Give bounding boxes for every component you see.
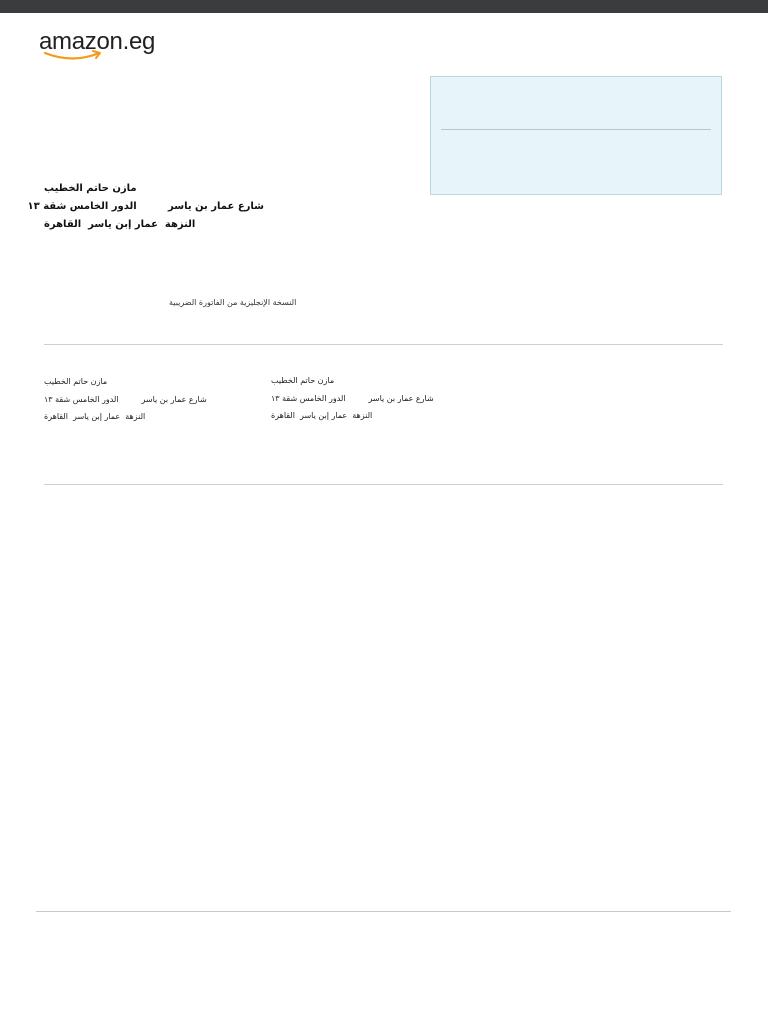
address-city: النزهة عمار إبن ياسر القاهرة: [44, 412, 146, 421]
logo-text: amazon.eg: [39, 28, 156, 55]
address-city: النزهة عمار إبن ياسر القاهرة: [44, 219, 196, 230]
address-street: شارع عمار بن ياسر الدور الخامس شقة ١٣: [44, 394, 207, 404]
info-box-divider: [441, 129, 711, 130]
english-version-note: النسخة الإنجليزية من الفاتورة الضريبية: [169, 298, 297, 307]
divider: [44, 344, 723, 345]
smile-icon: [43, 50, 103, 62]
address-street: شارع عمار بن ياسر الدور الخامس شقة ١٣: [271, 393, 434, 403]
shipping-address: [44, 373, 224, 426]
seller-address: [271, 372, 451, 425]
address-city: النزهة عمار إبن ياسر القاهرة: [271, 411, 373, 420]
footer-divider: [36, 911, 731, 912]
top-bar: [0, 0, 768, 13]
address-name: مازن حاتم الخطيب: [271, 376, 335, 385]
address-name: مازن حاتم الخطيب: [44, 377, 108, 386]
amazon-logo[interactable]: [39, 28, 179, 64]
billing-address: [27, 180, 264, 234]
address-name: مازن حاتم الخطيب: [44, 183, 137, 194]
divider: [44, 484, 723, 485]
address-street: شارع عمار بن ياسر الدور الخامس شقة ١٣: [27, 201, 264, 212]
invoice-info-box: [430, 76, 722, 195]
